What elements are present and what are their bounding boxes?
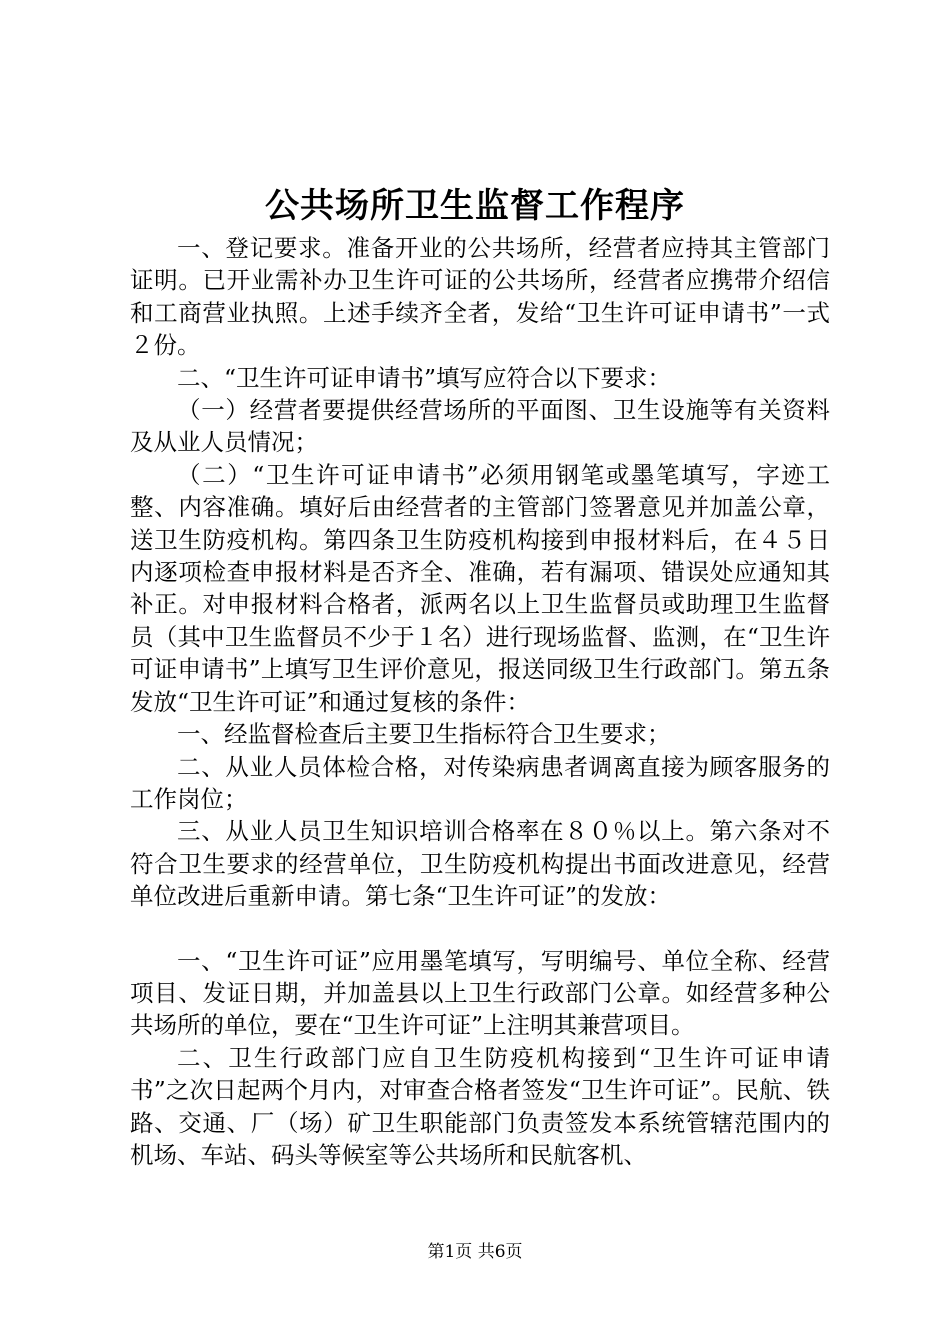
paragraph-registration: 一、登记要求。准备开业的公共场所，经营者应持其主管部门证明。已开业需补办卫生许可证的公共场所，经营者应携带介绍信和工商营业执照。上述手续齐全者，发给“卫生许可证申请书”一式２份。 xyxy=(130,234,830,360)
paragraph-requirement-2: （二）“卫生许可证申请书”必须用钢笔或墨笔填写，字迹工整、内容准确。填好后由经营者的主管部门签署意见并加盖公章，送卫生防疫机构。第四条卫生防疫机构接到申报材料后，在４５日内逐项检查申报材料是否齐全、准确，若有漏项、错误处应通知其补正。对申报材料合格者，派两名以上卫生监督员或助理卫生监督员（其中卫生监督员不少于１名）进行现场监督、监测，在“卫生许可证申请书”上填写卫生评价意见，报送同级卫生行政部门。第五条发放“卫生许可证”和通过复核的条件： xyxy=(130,460,830,716)
paragraph-issuance-1: 一、“卫生许可证”应用墨笔填写，写明编号、单位全称、经营项目、发证日期，并加盖县以上卫生行政部门公章。如经营多种公共场所的单位，要在“卫生许可证”上注明其兼营项目。 xyxy=(130,946,830,1040)
paragraph-application-requirements: 二、“卫生许可证申请书”填写应符合以下要求： xyxy=(177,363,672,392)
page-footer: 第1页 共6页 xyxy=(427,1242,523,1262)
paragraph-condition-3: 三、从业人员卫生知识培训合格率在８０％以上。第六条对不符合卫生要求的经营单位，卫生防疫机构提出书面改进意见，经营单位改进后重新申请。第七条“卫生许可证”的发放： xyxy=(130,817,830,911)
paragraph-issuance-2: 二、卫生行政部门应自卫生防疫机构接到“卫生许可证申请书”之次日起两个月内，对审查合格者签发“卫生许可证”。民航、铁路、交通、厂（场）矿卫生职能部门负责签发本系统管辖范围内的机场、车站、码头等候室等公共场所和民航客机、 xyxy=(130,1043,830,1169)
paragraph-requirement-1: （一）经营者要提供经营场所的平面图、卫生设施等有关资料及从业人员情况； xyxy=(130,396,830,457)
paragraph-condition-1: 一、经监督检查后主要卫生指标符合卫生要求； xyxy=(177,720,671,749)
document-title: 公共场所卫生监督工作程序 xyxy=(265,186,685,226)
document-body xyxy=(130,232,830,1171)
paragraph-condition-2: 二、从业人员体检合格，对传染病患者调离直接为顾客服务的工作岗位； xyxy=(130,752,830,813)
